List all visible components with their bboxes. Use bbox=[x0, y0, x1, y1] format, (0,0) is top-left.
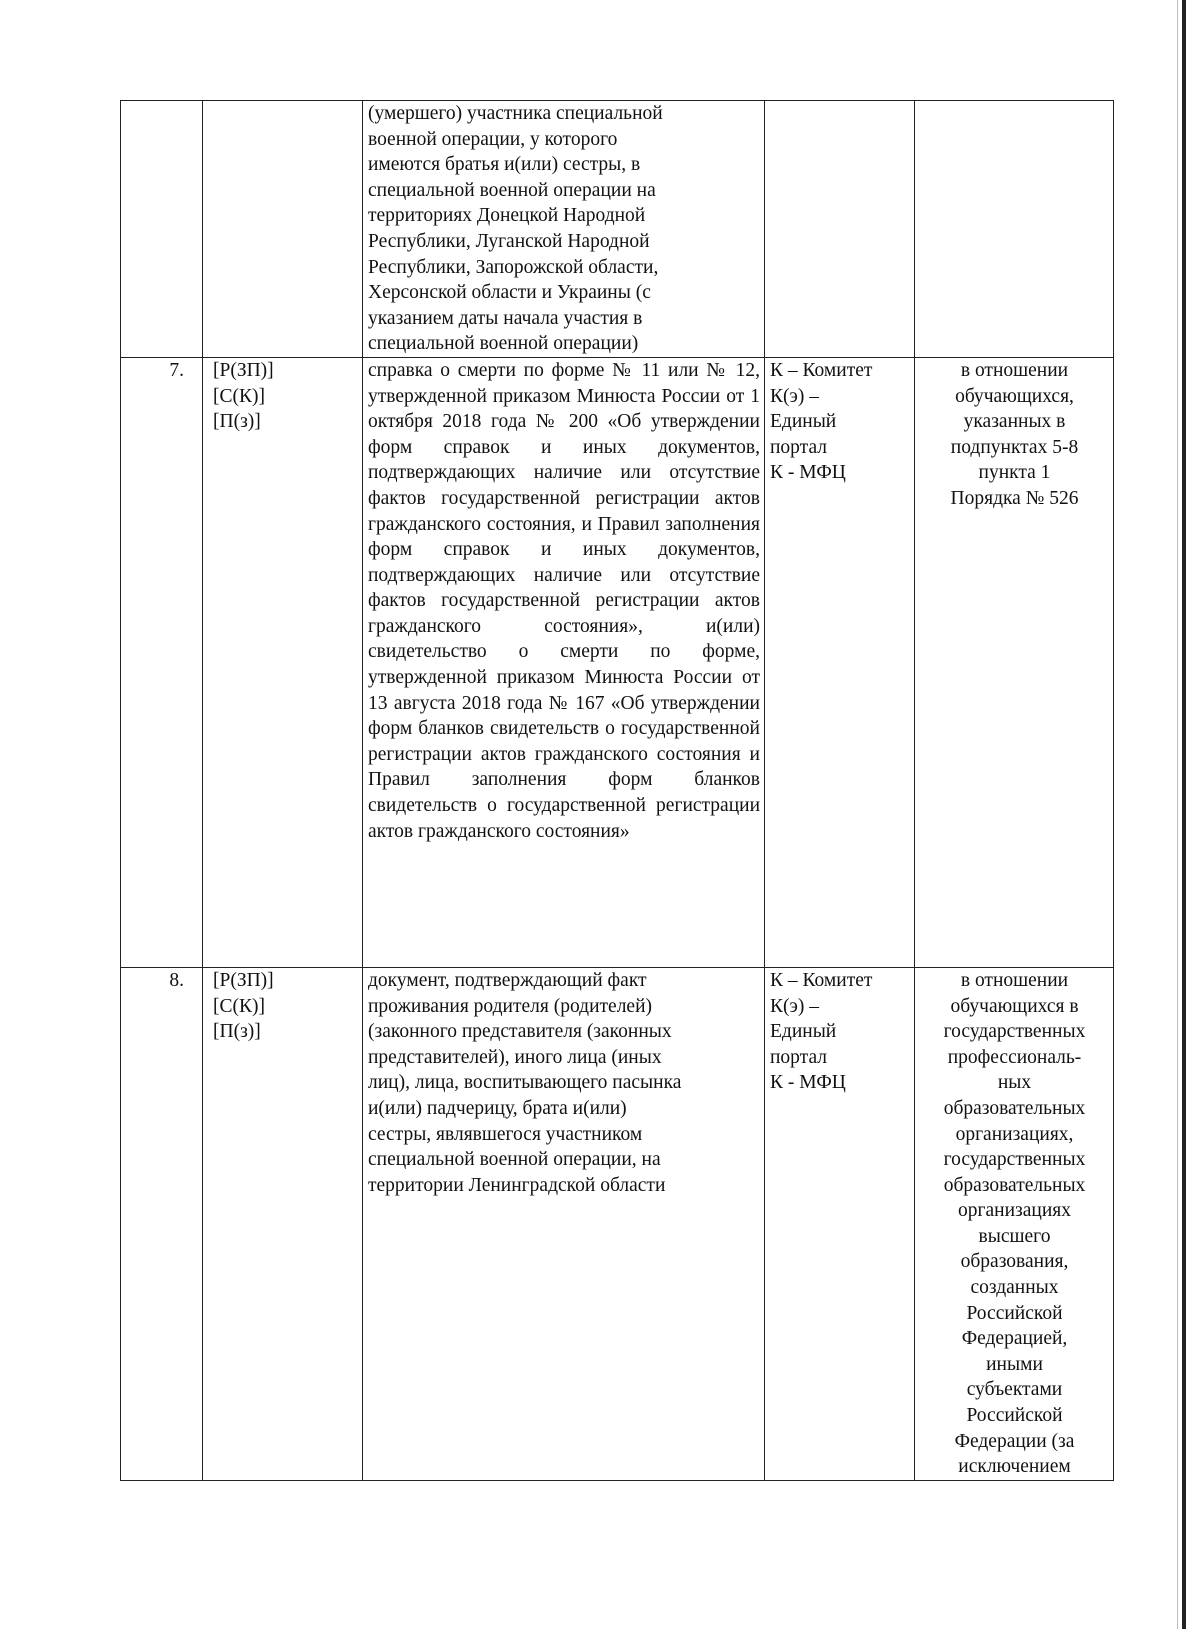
scan-edge-shadow bbox=[1177, 0, 1178, 1629]
table-row bbox=[121, 967, 1114, 1480]
document-description: (умершего) участника специальной военной операции, у которого имеются братья и(или) сестры, в специальной военной операции на территориях Донецкой Народной Республики, Луганской Народной Республики, Запорожской области, Херсонской области и Украины (с указанием даты начала участия в специальной военной операции) bbox=[363, 101, 765, 358]
document-description: справка о смерти по форме № 11 или № 12, утвержденной приказом Минюста России от 1 октября 2018 года № 200 «Об утверждении форм справок и иных документов, подтверждающих наличие или отсутствие фактов государственной регистрации актов гражданского состояния, и Правил заполнения форм справок и иных документов, подтверждающих наличие или отсутствие фактов государственной регистрации актов гражданского состояния», и(или) свидетельство о смерти по форме, утвержденной приказом Минюста России от 13 августа 2018 года № 167 «Об утверждении форм бланков свидетельств о государственной регистрации актов гражданского состояния и Правил заполнения форм бланков свидетельств о государственной регистрации актов гражданского состояния» bbox=[363, 357, 765, 967]
code-line: [С(К)] bbox=[213, 385, 265, 407]
table-row bbox=[121, 357, 1114, 967]
submission-source: К – Комитет К(э) – Единый портал К - МФЦ bbox=[765, 357, 915, 967]
scan-edge-line bbox=[1182, 0, 1186, 1629]
submission-source: К – Комитет К(э) – Единый портал К - МФЦ bbox=[765, 967, 915, 1480]
submission-source bbox=[765, 101, 915, 358]
applies-to: в отношении обучающихся в государственных профессиональ- ных образовательных организациях, государственных образовательных организациях высшего образования, созданных Российской Федерацией, иными субъектами Российской Федерации (за исключением bbox=[915, 967, 1114, 1480]
table-row bbox=[121, 101, 1114, 358]
documents-table bbox=[120, 100, 1114, 1481]
code-line: [П(з)] bbox=[213, 411, 261, 433]
code-line: [Р(ЗП)] bbox=[213, 969, 274, 991]
row-number bbox=[121, 101, 203, 358]
row-codes bbox=[203, 101, 363, 358]
document-description: документ, подтверждающий факт проживания родителя (родителей) (законного представителя (законных представителей), иного лица (иных лиц), лица, воспитывающего пасынка и(или) падчерицу, брата и(или) сестры, являвшегося участником специальной военной операции, на территории Ленинградской области bbox=[363, 967, 765, 1480]
applies-to bbox=[915, 101, 1114, 358]
row-number: 7. bbox=[121, 357, 203, 967]
row-codes bbox=[203, 357, 363, 967]
row-number: 8. bbox=[121, 967, 203, 1480]
code-line: [С(К)] bbox=[213, 995, 265, 1017]
applies-to: в отношении обучающихся, указанных в подпунктах 5-8 пункта 1 Порядка № 526 bbox=[915, 357, 1114, 967]
row-codes bbox=[203, 967, 363, 1480]
code-line: [Р(ЗП)] bbox=[213, 359, 274, 381]
code-line: [П(з)] bbox=[213, 1021, 261, 1043]
